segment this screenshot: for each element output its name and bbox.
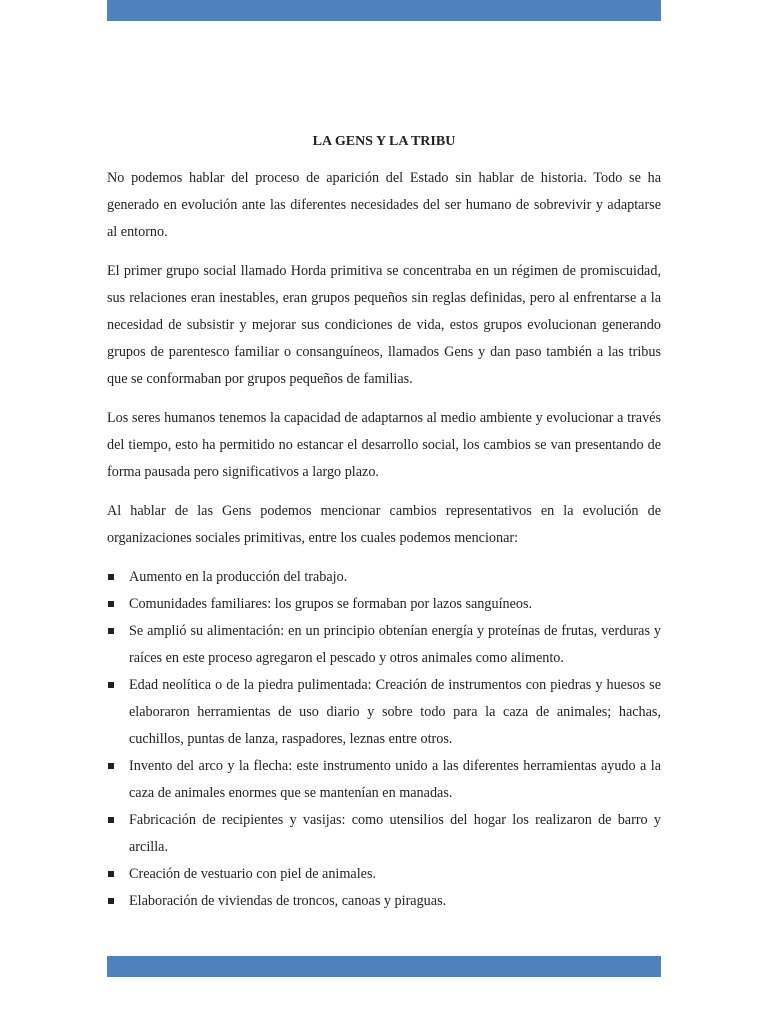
square-bullet-icon (108, 682, 114, 688)
list-item-text: Creación de vestuario con piel de animales. (129, 866, 377, 882)
list-item-text: Se amplió su alimentación: en un principio obtenían energía y proteínas de frutas, verduras y raíces en este proceso agregaron el pescado y otros animales como alimento. (129, 623, 661, 666)
list-item (107, 591, 661, 618)
square-bullet-icon (108, 898, 114, 904)
paragraph: El primer grupo social llamado Horda primitiva se concentraba en un régimen de promiscuidad, sus relaciones eran inestables, eran grupos pequeños sin reglas definidas, pero al enfrentarse a la necesidad de subsistir y mejorar sus condiciones de vida, estos grupos evolucionan generando grupos de parentesco familiar o consanguíneos, llamados Gens y dan paso también a las tribus que se conformaban por grupos pequeños de familias. (107, 263, 661, 387)
list-item (107, 672, 661, 753)
square-bullet-icon (108, 574, 114, 580)
square-bullet-icon (108, 601, 114, 607)
document-body (107, 128, 661, 915)
list-item (107, 888, 661, 915)
list-item-text: Aumento en la producción del trabajo. (129, 569, 348, 585)
list-item (107, 807, 661, 861)
list-item (107, 753, 661, 807)
list-item (107, 618, 661, 672)
list-item-text: Invento del arco y la flecha: este instrumento unido a las diferentes herramientas ayudo a la caza de animales enormes que se mantenían en manadas. (129, 758, 661, 801)
list-item (107, 564, 661, 591)
list-item-text: Comunidades familiares: los grupos se formaban por lazos sanguíneos. (129, 596, 533, 612)
square-bullet-icon (108, 871, 114, 877)
paragraph: Los seres humanos tenemos la capacidad de adaptarnos al medio ambiente y evolucionar a través del tiempo, esto ha permitido no estancar el desarrollo social, los cambios se van presentando de forma pausada pero significativos a largo plazo. (107, 410, 661, 480)
square-bullet-icon (108, 763, 114, 769)
footer-bar (107, 956, 661, 977)
square-bullet-icon (108, 628, 114, 634)
list-item-text: Fabricación de recipientes y vasijas: como utensilios del hogar los realizaron de barro y arcilla. (129, 812, 661, 855)
paragraph: No podemos hablar del proceso de aparición del Estado sin hablar de historia. Todo se ha generado en evolución ante las diferentes necesidades del ser humano de sobrevivir y adaptarse al entorno. (107, 170, 661, 240)
list-item-text: Edad neolítica o de la piedra pulimentada: Creación de instrumentos con piedras y huesos se elaboraron herramientas de uso diario y sobre todo para la caza de animales; hachas, cuchillos, puntas de lanza, raspadores, leznas entre otros. (129, 677, 661, 747)
bullet-list (107, 564, 661, 915)
list-item (107, 861, 661, 888)
list-item-text: Elaboración de viviendas de troncos, canoas y piraguas. (129, 893, 447, 909)
document-title: LA GENS Y LA TRIBU (312, 134, 456, 149)
paragraph: Al hablar de las Gens podemos mencionar cambios representativos en la evolución de organizaciones sociales primitivas, entre los cuales podemos mencionar: (107, 503, 661, 546)
header-bar (107, 0, 661, 21)
square-bullet-icon (108, 817, 114, 823)
